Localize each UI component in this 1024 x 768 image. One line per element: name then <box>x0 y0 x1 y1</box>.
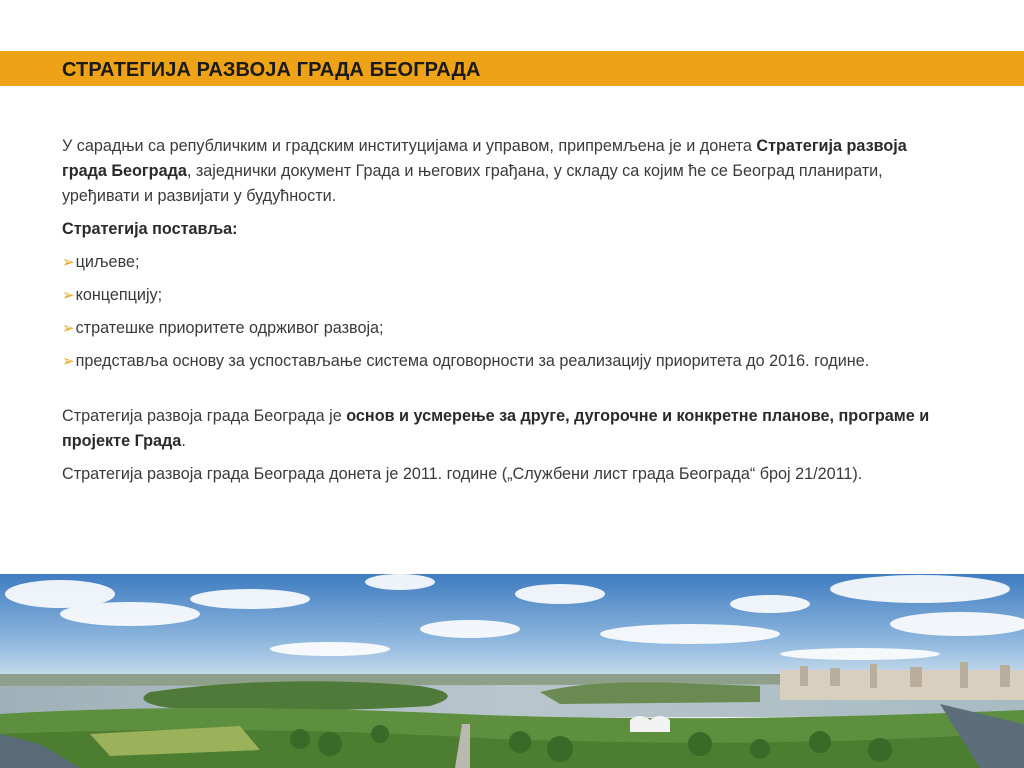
title-bar <box>0 51 1024 86</box>
basis-bold-text: основ и усмерење за друге, дугорочне и конкретне планове, програме и пројекте Града <box>62 407 930 450</box>
bullet-item <box>62 250 952 275</box>
arrow-bullet-icon: ➢ <box>62 320 75 337</box>
basis-text-2: . <box>181 432 186 450</box>
intro-text-2: , заједнички документ Града и његових грађана, у складу са којим ће се Београд планирати, уређивати и развијати у будућности. <box>62 162 883 205</box>
page-title: СТРАТЕГИЈА РАЗВОЈА ГРАДА БЕОГРАДА <box>62 59 481 81</box>
subheading <box>62 217 952 242</box>
content-body <box>62 134 952 495</box>
bullet-item <box>62 283 952 308</box>
belgrade-panorama-image <box>0 574 1024 768</box>
bullet-text: стратешке приоритете одрживог развоја; <box>75 319 384 337</box>
intro-paragraph <box>62 134 952 209</box>
arrow-bullet-icon: ➢ <box>62 353 75 370</box>
bullet-text: концепцију; <box>75 286 163 304</box>
bullet-item <box>62 349 952 374</box>
arrow-bullet-icon: ➢ <box>62 254 75 271</box>
arrow-bullet-icon: ➢ <box>62 287 75 304</box>
adoption-paragraph: Стратегија развоја града Београда донета је 2011. године („Службени лист града Београда“ број 21/2011). <box>62 465 863 483</box>
bullet-item <box>62 316 952 341</box>
basis-text-1: Стратегија развоја града Београда је <box>62 407 347 425</box>
bullet-text: представља основу за успостављање система одговорности за реализацију приоритета до 2016. године. <box>75 352 870 370</box>
spacer <box>62 382 952 404</box>
intro-bold-text: Стратегија развоја града Београда <box>62 137 907 180</box>
intro-text-1: У сарадњи са републичким и градским институцијама и управом, припремљена је и донета <box>62 137 757 155</box>
subheading-text: Стратегија поставља: <box>62 220 238 238</box>
bullet-text: циљеве; <box>75 253 140 271</box>
strategy-basis-paragraph <box>62 404 952 454</box>
